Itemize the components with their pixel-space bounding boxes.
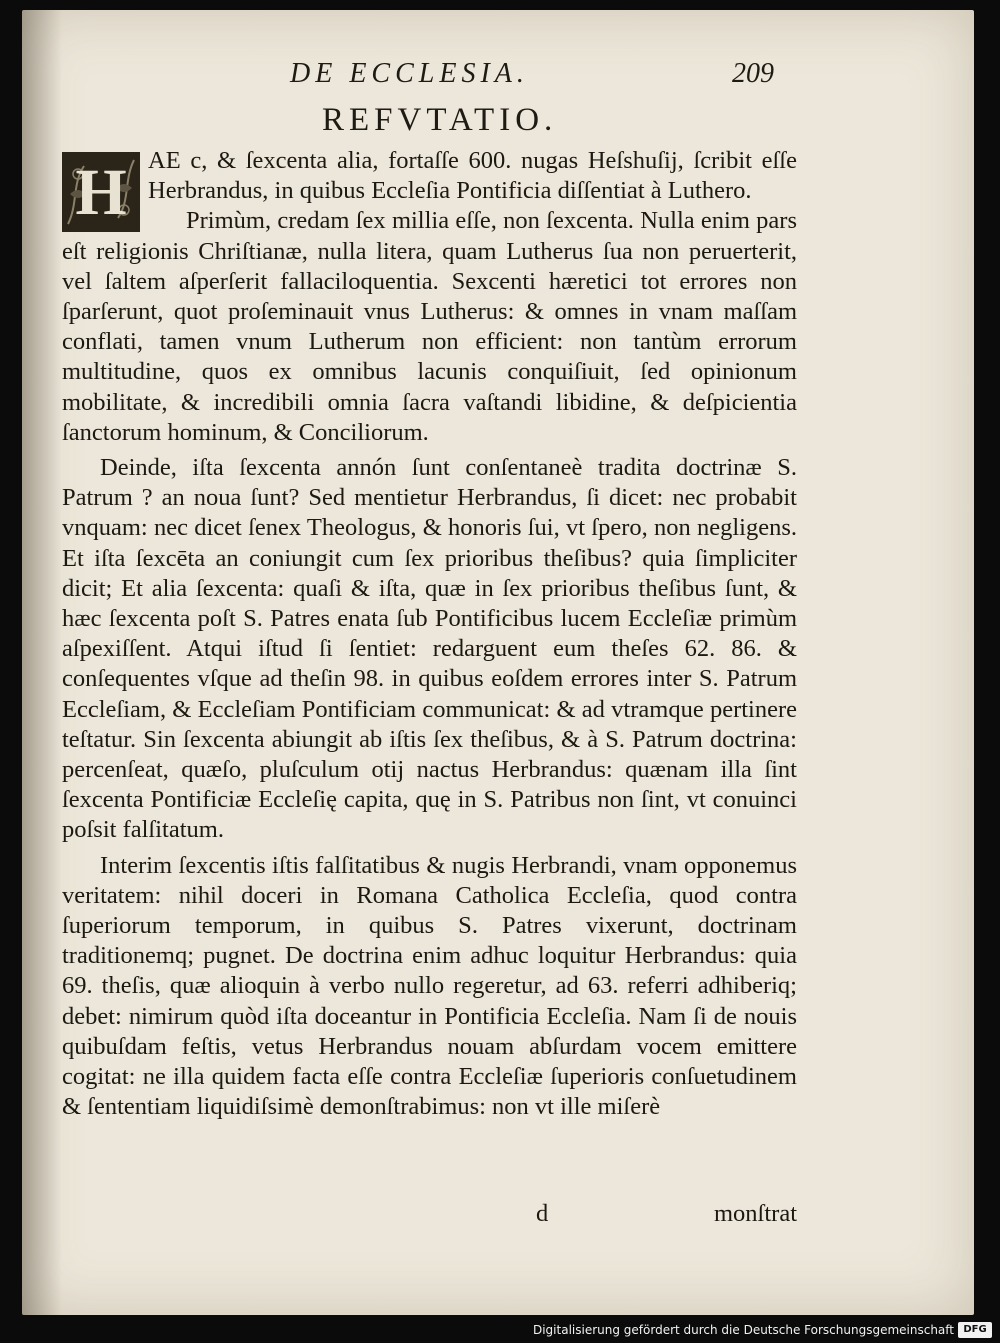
section-title: REFVTATIO. — [322, 102, 558, 138]
page-header — [22, 58, 974, 98]
footer-credit: Digitalisierung gefördert durch die Deutsche Forschungsgemeinschaft — [532, 1323, 954, 1337]
paragraph-2: Primùm, credam ſex millia eſſe, non ſexcenta. Nulla enim pars eſt religionis Chriſtianæ, nulla litera, quam Lutherus ſua non peruerterit, vel ſaltem aſperſerit fallaciloquentia. Sexcenti hæretici tot errores non ſparſerunt, quot proſeminauit vnus Lutherus: & omnes in vnam maſſam conflati, tamen vnum Lutherum non efficient: non tantùm errorum multitudine, quos ex omnibus lacunis conquiſiuit, ſed opinionum mobilitate, & incredibili omnia ſacra vaſtandi libidine, & deſpicientia ſanctorum hominum, & Conciliorum. — [62, 207, 797, 446]
page-spine-shadow — [22, 10, 62, 1315]
catchword: monſtrat — [713, 1200, 797, 1227]
paragraph-1 — [62, 146, 797, 229]
decorated-initial — [62, 152, 140, 232]
paragraph-3: Deinde, iſta ſexcenta annón ſunt conſentaneè tradita doctrinæ S. Patrum ? an noua ſunt? Sed mentietur Herbrandus, ſi dicet: nec probabit vnquam: nec dicet ſenex Theologus, & honoris ſui, vt ſpero, non negligens. Et iſta ſexcēta an coniungit cum ſex prioribus theſibus? quia ſimpliciter dicit; Et alia ſexcenta: quaſi & iſta, quæ in ſex prioribus theſibus ſunt, & hæc ſexcenta poſt S. Patres enata ſub Pontificibus lucem Eccleſiæ primùm aſpexiſſent. Atqui iſtud ſi ſentiet: redarguent eum theſes 62. 86. & conſequentes vſque ad theſin 98. in quibus eoſdem errores inter S. Patrum Eccleſiam, & Eccleſiam Pontificiam communicat: & ad vtramque pertinere teſtatur. Sin ſexcenta abiungit ab iſtis ſex theſibus, & à S. Patrum doctrina: percenſeat, quæſo, pluſculum otij nactus Herbrandus: quænam illa ſint ſexcenta Pontificiæ Eccleſię capita, quę in S. Patribus non ſint, vt conuinci poſsit falſitatum. — [62, 454, 797, 844]
paragraph-4: Interim ſexcentis iſtis falſitatibus & nugis Herbrandi, vnam opponemus veritatem: nihil doceri in Romana Catholica Eccleſia, quod contra ſuperiorum temporum, in quibus S. Patres vixerunt, doctrinam traditionemq; pugnet. De doctrina enim adhuc loquitur Herbrandus: quia 69. theſis, quæ alioquin à verbo nullo regeretur, ad 63. referri adhiberiq; debet: nimirum quòd iſta doceantur in Pontificia Eccleſia. Nam ſi de nouis quibuſdam feſtis, vetus Herbrandus nouam abſurdam vocem emittere cogitat: ne illa quidem facta eſſe contra Eccleſiæ ſuperioris conſuetudinem & ſententiam liquidiſsimè demonſtrabimus: non vt ille miſerè — [62, 851, 797, 1121]
dfg-logo: DFG — [958, 1322, 992, 1338]
catchline — [62, 1200, 797, 1232]
paragraph-1-text: AE c, & ſexcenta alia, fortaſſe 600. nugas Heſshuſij, ſcribit eſſe Herbrandus, in quibus Eccleſia Pontificia diſſentiat à Luthero. — [148, 147, 797, 205]
initial-letter: H — [75, 156, 127, 229]
footer-bar — [0, 1317, 1000, 1343]
body-text — [62, 146, 797, 1123]
book-page — [22, 10, 974, 1315]
running-title: DE ECCLESIA. — [290, 58, 529, 89]
signature-mark: d — [536, 1200, 549, 1227]
page-number: 209 — [732, 58, 774, 89]
